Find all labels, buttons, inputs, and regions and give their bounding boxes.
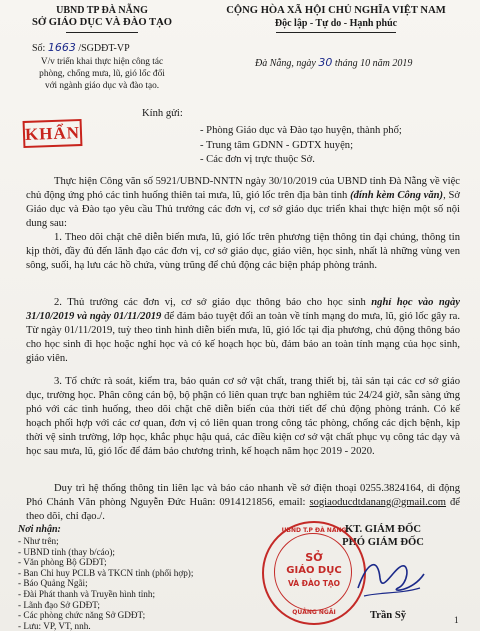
org-line-2: SỞ GIÁO DỤC VÀ ĐÀO TẠO bbox=[32, 17, 172, 28]
item-1-text: 1. Theo dõi chặt chẽ diễn biến mưa, lũ, gió lốc trên phương tiện thông tin đại chúng, thông tin kịp thời, đầy đủ đến lãnh đạo các đơn vị, cơ sở giáo dục, giáo viên, học sinh, nhất là những vùng ven sông, suối, hạ lưu các hồ chứa, vùng trũng để chủ động các biện pháp phòng tránh. bbox=[26, 232, 460, 271]
intro-text: đơn vị, cơ sở giáo dục triển khai thực hiện một số nội dung sau: bbox=[26, 203, 460, 229]
intro-text: Đà Nẵng bbox=[388, 176, 427, 187]
item-2-holiday-dates: nghỉ học vào ngày 31/10/2019 và ngày 01/11/2019 bbox=[26, 297, 461, 322]
date-suffix: tháng 10 năm 2019 bbox=[334, 58, 413, 69]
cc-item: - Báo Quảng Ngãi; bbox=[18, 578, 88, 589]
doc-number bbox=[32, 41, 130, 54]
item-3-text: 3. Tổ chức rà soát, kiểm tra, bảo quản cơ sở vật chất, trang thiết bị, tài sản tại các cơ sở giáo dục, trường học. Phân công cán bộ, bộ phận có liên quan trực ban nghiêm túc 24/24 giờ, sẵn sàng ứng phó với các tình huống, theo dõi chặt chẽ diễn biến của thời tiết để chủ động phòng tránh. Có kế hoạch phối hợp với các cơ quan, đơn vị có liên quan trong công tác phòng, chống các dịch bệnh, kịp thời vệ sinh trường, lớp học, khắc phục hậu quả, các điều kiện cơ sở vật chất phục vụ công tác dạy và học sau mưa, lũ, gió lốc để đảm bảo chương trình, kế hoạch năm học 2019 - 2020. bbox=[26, 376, 460, 457]
intro-text: Thực hiện Công văn số 5921/UBND-NNTN ngày 30/10/2019 của UBND tỉnh bbox=[54, 176, 387, 187]
item-2-text: để đảm bảo tuyệt đối an toàn về tính mạng do mưa, lũ, gió lốc gây ra. Từ ngày 01/11/2019, tuỳ theo tình hình diễn biến mưa, lũ, gió lốc tại địa phương, chủ động thông báo cho học sinh đi học hoặc nghỉ học và có kế hoạch học bù, đảm bảo an toàn tính mạng của học sinh, giáo viên. bbox=[26, 310, 460, 364]
intro-text: về việc chủ động ứng phó các tình huống thiên tai mưa, lũ, gió lốc trên bbox=[26, 176, 460, 201]
handwritten-signature-icon bbox=[350, 548, 430, 608]
contact-text: Duy trì hệ thống thông tin liên lạc và báo cáo nhanh về sở điện thoại 0255.3824164, di động Phó Chánh Văn phòng Nguyễn Đức Huân: 0914121856, email: bbox=[26, 483, 460, 508]
cc-item: - UBND tỉnh (thay b/cáo); bbox=[18, 546, 115, 557]
intro-paragraph bbox=[26, 175, 460, 231]
recipient-item: - Phòng Giáo dục và Đào tạo huyện, thành phố; bbox=[200, 125, 402, 136]
doc-number-label: Số: bbox=[32, 43, 46, 54]
item-3-paragraph bbox=[26, 375, 460, 458]
cc-list bbox=[18, 536, 193, 631]
signature-title-2: PHÓ GIÁM ĐỐC bbox=[342, 537, 424, 548]
date-prefix: Đà Nẵng, ngày bbox=[255, 58, 316, 69]
recipients-label: Kính gửi: bbox=[142, 108, 183, 119]
org-line-1: UBND TP ĐÀ NẴNG bbox=[56, 5, 148, 16]
cc-item: - Như trên; bbox=[18, 536, 59, 546]
signature-title-1: KT. GIÁM ĐỐC bbox=[344, 524, 422, 535]
seal-center-2: GIÁO DỤC bbox=[286, 565, 342, 576]
item-2-paragraph bbox=[26, 296, 460, 366]
doc-number-handwritten: 1663 bbox=[47, 41, 76, 54]
contact-paragraph bbox=[26, 482, 460, 524]
subject-line: với ngành giáo dục và đào tạo. bbox=[44, 81, 160, 91]
cc-item: - Văn phòng Bộ GDĐT; bbox=[18, 557, 107, 568]
org-underline bbox=[66, 32, 138, 33]
doc-number-suffix: /SGDĐT-VP bbox=[78, 43, 130, 54]
contact-email-link[interactable]: sogiaoducdtdanang@gmail.com bbox=[309, 496, 447, 508]
seal-ring-top: UBND T.P ĐÀ NẴNG bbox=[281, 527, 347, 534]
cc-item: - Ban Chỉ huy PCLB và TKCN tỉnh (phối hợp); bbox=[18, 567, 194, 578]
motto-underline bbox=[276, 32, 396, 33]
date-day-handwritten: 30 bbox=[318, 56, 333, 69]
item-2-text: 2. Thủ trưởng các đơn vị, cơ sở giáo dục thông báo cho học sinh bbox=[54, 297, 372, 308]
recipients-list bbox=[200, 124, 402, 168]
nation-title: CỘNG HÒA XÃ HỘI CHỦ NGHĨA VIỆT NAM bbox=[226, 5, 446, 16]
cc-item: - Lưu: VP, VT, nnh. bbox=[18, 620, 91, 631]
subject-line: phòng, chống mưa, lũ, gió lốc đối bbox=[39, 69, 165, 79]
recipient-item: - Trung tâm GDNN - GDTX huyện; bbox=[200, 139, 354, 151]
recipient-item: - Các đơn vị trực thuộc Sở. bbox=[200, 154, 315, 165]
urgent-stamp: KHẨN bbox=[23, 119, 83, 148]
signer-name: Trần Sỹ bbox=[370, 610, 407, 621]
subject-line: V/v triển khai thực hiện công tác bbox=[40, 57, 164, 67]
contact-text: để theo dõi, chỉ đạo./. bbox=[26, 496, 461, 522]
cc-item: - Đài Phát thanh và Truyền hình tỉnh; bbox=[18, 588, 156, 599]
seal-center-1: SỞ bbox=[305, 551, 323, 564]
item-1-paragraph bbox=[26, 231, 460, 273]
cc-item: - Các phòng chức năng Sở GDĐT; bbox=[18, 610, 146, 621]
seal-ring-bottom: QUẢNG NGÃI bbox=[292, 609, 336, 616]
doc-date bbox=[255, 56, 412, 69]
cc-item: - Lãnh đạo Sở GDĐT; bbox=[18, 599, 100, 610]
intro-text: địa bàn tỉnh bbox=[297, 189, 351, 201]
intro-attachment-note: (đính kèm Công văn) bbox=[350, 189, 444, 201]
intro-text: , Sở Giáo dục và Đào tạo yêu cầu Thủ trưởng các bbox=[26, 189, 460, 215]
nation-motto: Độc lập - Tự do - Hạnh phúc bbox=[274, 18, 398, 29]
page-number: 1 bbox=[454, 616, 459, 626]
cc-label: Nơi nhận: bbox=[18, 524, 61, 535]
seal-center-3: VÀ ĐÀO TẠO bbox=[287, 579, 341, 588]
subject-block bbox=[14, 56, 190, 92]
